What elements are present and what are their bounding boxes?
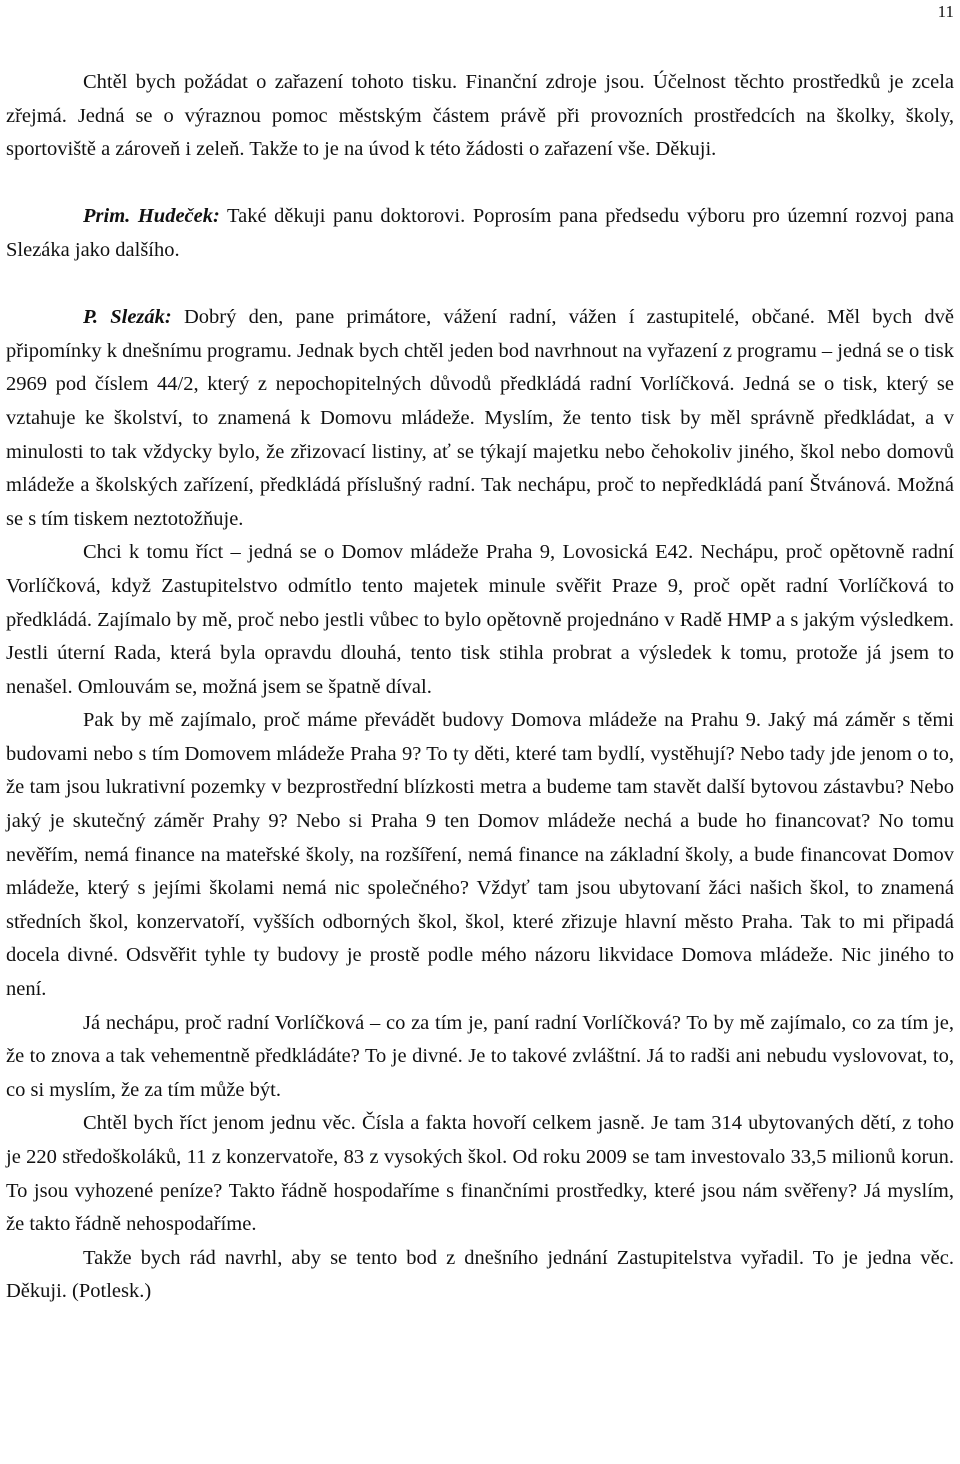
paragraph-6 (6, 1007, 954, 1108)
speaker-label-slezak: P. Slezák: (83, 306, 172, 329)
paragraph-8 (6, 1242, 954, 1309)
page-number: 11 (937, 2, 954, 21)
speaker-label-hudecek: Prim. Hudeček: (83, 205, 220, 228)
paragraph-1-text: Chtěl bych požádat o zařazení tohoto tisku. Finanční zdroje jsou. Účelnost těchto prostředků je zcela zřejmá. Jedná se o výraznou pomoc městským částem právě při provozních prostředcích na školky, školy, sportoviště a zároveň i zeleň. Takže to je na úvod k této žádosti o zařazení vše. Děkuji. (6, 71, 954, 161)
paragraph-2-text: Také děkuji panu doktorovi. Poprosím pana předsedu výboru pro územní rozvoj pana Slezáka jako dalšího. (6, 205, 954, 261)
paragraph-4-text: Chci k tomu říct – jedná se o Domov mládeže Praha 9, Lovosická E42. Nechápu, proč opětovně radní Vorlíčková, když Zastupitelstvo odmítlo tento majetek minule svěřit Praze 9, proč opět radní Vorlíčková to předkládá. Zajímalo by mě, proč nebo jestli vůbec to bylo opětovně projednáno v Radě HMP a s jakým výsledkem. Jestli úterní Rada, která byla opravdu dlouhá, tento tisk stihla probrat a výsledek k tomu, protože já jsem to nenašel. Omlouvám se, možná jsem se špatně díval. (6, 541, 954, 698)
paragraph-4 (6, 536, 954, 704)
paragraph-3 (6, 301, 954, 536)
paragraph-2 (6, 200, 954, 267)
paragraph-7 (6, 1107, 954, 1241)
paragraph-5-text: Pak by mě zajímalo, proč máme převádět budovy Domova mládeže na Prahu 9. Jaký má záměr s těmi budovami nebo s tím Domovem mládeže Praha 9? To ty děti, které tam bydlí, vystěhují? Nebo tady jde jenom o to, že tam jsou lukrativní pozemky v bezprostřední blízkosti metra a budeme tam stavět další bytovou zástavbu? Nebo jaký je skutečný záměr Prahy 9? Nebo si Praha 9 ten Domov mládeže nechá a bude ho financovat? No tomu nevěřím, nemá finance na mateřské školy, na rozšíření, nemá finance na základní školy, a bude financovat Domov mládeže, který s jejími školami nemá nic společného? Vždyť tam jsou ubytovaní žáci našich škol, to znamená středních škol, konzervatoří, vyšších odborných škol, škol, které zřizuje hlavní město Praha. Tak to mi připadá docela divné. Odsvěřit tyhle ty budovy je prostě podle mého názoru likvidace Domova mládeže. Nic jiného to není. (6, 709, 954, 1001)
paragraph-5 (6, 704, 954, 1006)
paragraph-7-text: Chtěl bych říct jenom jednu věc. Čísla a fakta hovoří celkem jasně. Je tam 314 ubytovaných dětí, z toho je 220 středoškoláků, 11 z konzervatoře, 83 z vysokých škol. Od roku 2009 se tam investovalo 33,5 milionů korun. To jsou vyhozené peníze? Takto řádně hospodaříme s finančními prostředky, které jsou nám svěřeny? Já myslím, že takto řádně nehospodaříme. (6, 1112, 954, 1236)
paragraph-6-text: Já nechápu, proč radní Vorlíčková – co za tím je, paní radní Vorlíčková? To by mě zajímalo, co za tím je, že to znova a tak vehementně předkládáte? To je divné. Je to takové zvláštní. Já to radši ani nebudu vyslovovat, to, co si myslím, že za tím může být. (6, 1011, 954, 1101)
paragraph-3-text: Dobrý den, pane primátore, vážení radní, vážen í zastupitelé, občané. Měl bych dvě připomínky k dnešnímu programu. Jednak bych chtěl jeden bod navrhnout na vyřazení z programu – jedná se o tisk 2969 pod číslem 44/2, který z nepochopitelných důvodů předkládá radní Vorlíčková. Jedná se o tisk, který se vztahuje ke školství, to znamená k Domovu mládeže. Myslím, že tento tisk by měl správně předkládat, a v minulosti to tak vždycky bylo, že zřizovací listiny, ať se týkají majetku nebo čehokoliv jiného, škol nebo domovů mládeže a školských zařízení, předkládá příslušný radní. Tak nechápu, proč to nepředkládá paní Štvánová. Možná se s tím tiskem neztotožňuje. (6, 306, 954, 530)
paragraph-1 (6, 66, 954, 167)
paragraph-8-text: Takže bych rád navrhl, aby se tento bod z dnešního jednání Zastupitelstva vyřadil. To je jedna věc. Děkuji. (Potlesk.) (6, 1246, 954, 1303)
document-body (6, 66, 954, 1309)
